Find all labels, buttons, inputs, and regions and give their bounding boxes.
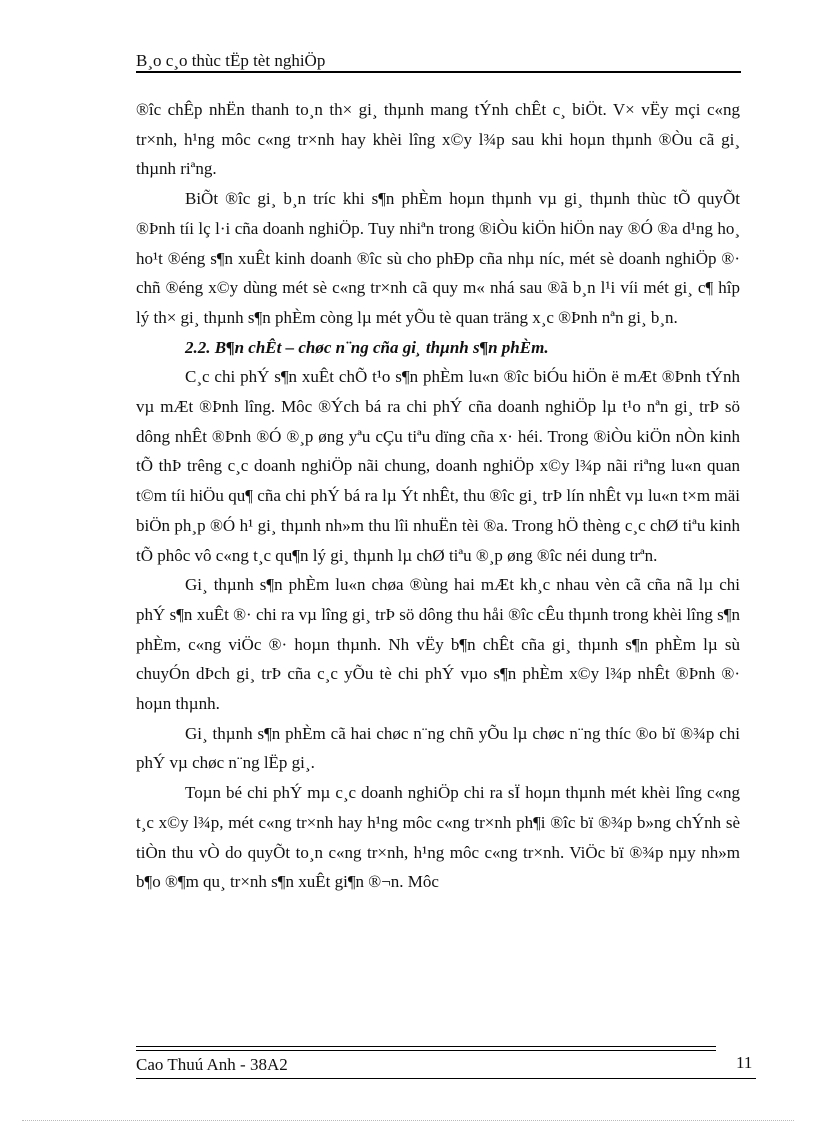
body-paragraph-6: Toµn bé chi phÝ mµ c¸c doanh nghiÖp chi ra sÏ hoµn thµnh mét khèi lîng c«ng t¸c x©y l¾p, mét c«ng tr×nh hay h¹ng môc c«ng tr×nh ph¶i ®îc bï ®¾p b»ng chÝnh sè tiÒn thu vÒ do quyÕt to¸n c«ng tr×nh, h¹ng môc c«ng tr×nh. ViÖc bï ®¾p nµy nh»m b¶o ®¶m qu¸ tr×nh s¶n xuÊt gi¶n ®¬n. Môc — [136, 783, 740, 892]
footer-bottom-rule — [136, 1078, 756, 1079]
footer-divider-bottom — [136, 1050, 716, 1051]
page-header-title: B¸o c¸o thùc tËp tèt nghiÖp — [136, 51, 326, 70]
footer-author: Cao Thuú Anh - 38A2 — [136, 1055, 288, 1074]
body-paragraph-2: BiÕt ®îc gi¸ b¸n tríc khi s¶n phÈm hoµn thµnh vµ gi¸ thµnh thùc tÕ quyÕt ®Þnh tíi lç l·i cña doanh nghiÖp. Tuy nhiªn trong ®iÒu kiÖn hiÖn nay ®Ó ®a d¹ng ho¸ ho¹t ®éng s¶n xuÊt kinh doanh ®îc sù cho phÐp cña nhµ níc, mét sè doanh nghiÖp ®· chñ ®éng x©y dùng mét sè c«ng tr×nh cã quy m« nhá sau ®ã b¸n l¹i víi mét gi¸ c¶ hîp lý th× gi¸ thµnh s¶n phÈm còng lµ mét yÕu tè quan träng x¸c ®Þnh nªn gi¸ b¸n. — [136, 189, 740, 327]
body-paragraph-1: ®îc chÊp nhËn thanh to¸n th× gi¸ thµnh mang tÝnh chÊt c¸ biÖt. V× vËy mçi c«ng tr×nh, h¹ng môc c«ng tr×nh hay khèi lîng x©y l¾p sau khi hoµn thµnh ®Òu cã gi¸ thµnh riªng. — [136, 100, 740, 179]
section-heading: 2.2. B¶n chÊt – chøc n¨ng cña gi¸ thµnh s¶n phÈm. — [185, 337, 549, 357]
body-paragraph-5: Gi¸ thµnh s¶n phÈm cã hai chøc n¨ng chñ yÕu lµ chøc n¨ng thíc ®o bï ®¾p chi phÝ vµ chøc n¨ng lËp gi¸. — [136, 723, 740, 773]
page-edge-dotted-line — [22, 1120, 794, 1121]
header-divider — [136, 71, 741, 73]
body-paragraph-4: Gi¸ thµnh s¶n phÈm lu«n chøa ®ùng hai mÆt kh¸c nhau vèn cã cña nã lµ chi phÝ s¶n xuÊt ®· chi ra vµ lîng gi¸ trÞ sö dông thu håi ®îc cÊu thµnh trong khèi lîng s¶n phÈm, c«ng viÖc ®· hoµn thµnh. Nh vËy b¶n chÊt cña gi¸ thµnh s¶n phÈm lµ sù chuyÓn dÞch gi¸ trÞ cña c¸c yÕu tè chi phÝ vµo s¶n phÈm x©y l¾p nhÊt ®Þnh ®· hoµn thµnh. — [136, 575, 740, 714]
body-paragraph-3: C¸c chi phÝ s¶n xuÊt chÕ t¹o s¶n phÈm lu«n ®îc biÓu hiÖn ë mÆt ®Þnh tÝnh vµ mÆt ®Þnh lîng. Môc ®Ých bá ra chi phÝ cña doanh nghiÖp lµ t¹o nªn gi¸ trÞ sö dông nhÊt ®Þnh ®Ó ®¸p øng yªu cÇu tiªu dïng cña x· héi. Trong ®iÒu kiÖn nÒn kinh tÕ thÞ trêng c¸c doanh nghiÖp nãi chung, doanh nghiÖp x©y l¾p nãi riªng lu«n quan t©m tíi hiÖu qu¶ cña chi phÝ bá ra lµ Ýt nhÊt, thu ®îc gi¸ trÞ lín nhÊt vµ lu«n t×m mäi biÖn ph¸p ®Ó h¹ gi¸ thµnh nh»m thu lîi nhuËn tèi ®a. Trong hÖ thèng c¸c chØ tiªu kinh tÕ phôc vô c«ng t¸c qu¶n lý gi¸ thµnh lµ chØ tiªu ®¸p øng ®îc néi dung trªn. — [136, 367, 740, 565]
page-number: 11 — [736, 1053, 753, 1072]
document-body — [136, 95, 740, 897]
footer-divider-top — [136, 1046, 716, 1047]
